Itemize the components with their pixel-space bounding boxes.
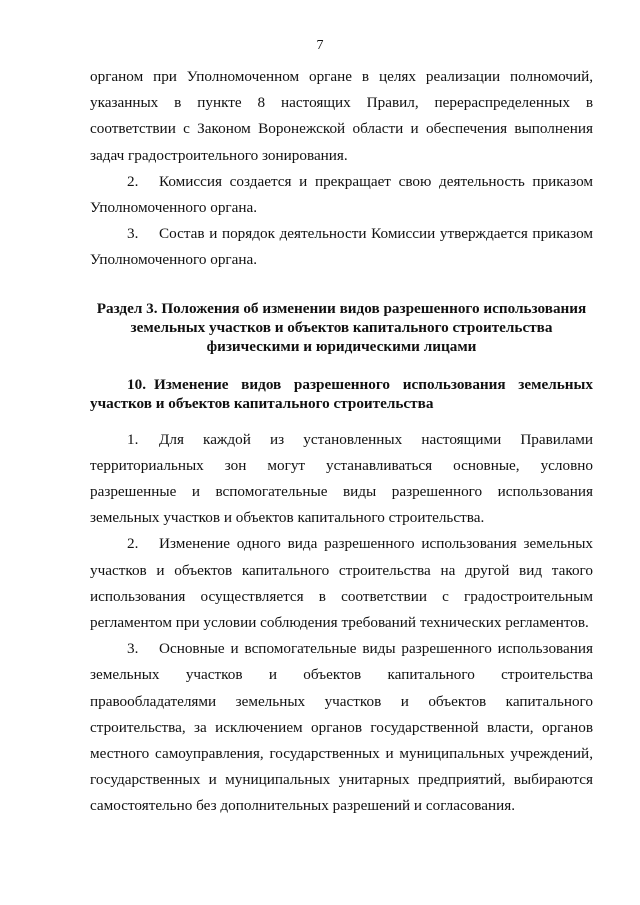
paragraph-number: 1. <box>127 430 139 448</box>
article-number: 10. <box>127 375 146 393</box>
paragraph-number: 3. <box>127 640 139 658</box>
paragraph-text: Комиссия создается и прекращает свою деятельность приказом Уполномоченного органа. <box>90 172 593 217</box>
article-paragraph-2 <box>90 531 593 636</box>
page-number: 7 <box>316 38 324 53</box>
paragraph-text: Основные и вспомогательные виды разрешенного использования земельных участков и объектов капитального строительства правообладателями земельных участков и объектов капитального строительства, за исключением органов государственной власти, органов местного самоуправления, государственных и муниципальных учреждений, государственных и муниципальных унитарных предприятий, выбираются самостоятельно без дополнительных разрешений и согласования. <box>90 640 593 815</box>
article-body <box>90 427 593 820</box>
paragraph-number: 2. <box>127 535 139 553</box>
article-paragraph-3 <box>90 636 593 819</box>
paragraph-item-3 <box>90 221 593 273</box>
paragraph-number: 3. <box>127 225 139 243</box>
paragraph-text: Изменение одного вида разрешенного использования земельных участков и объектов капитального строительства на другой вид такого использования осуществляется в соответствии с градостроительным регламентом при условии соблюдения требований технических регламентов. <box>90 535 593 632</box>
article-heading <box>90 375 593 413</box>
paragraph-text: Состав и порядок деятельности Комиссии утверждается приказом Уполномоченного органа. <box>90 225 593 269</box>
article-title: Изменение видов разрешенного использования земельных участков и объектов капитального строительства <box>90 375 593 412</box>
paragraph-continuation <box>90 64 593 169</box>
paragraph-item-2 <box>90 169 593 221</box>
document-body <box>90 64 593 820</box>
paragraph-text: органом при Уполномоченном органе в целях реализации полномочий, указанных в пункте 8 настоящих Правил, перераспределенных в соответствии с Законом Воронежской области и обеспечения выполнения задач градостроительного зонирования. <box>90 68 593 164</box>
paragraph-text: Для каждой из установленных настоящими Правилами территориальных зон могут устанавливаться основные, условно разрешенные и вспомогательные виды разрешенного использования земельных участков и объектов капитального строительства. <box>90 430 593 527</box>
article-paragraph-1 <box>90 427 593 532</box>
section-heading: Раздел 3. Положения об изменении видов разрешенного использования земельных участков и объектов капитального строительства физическими и юридическими лицами <box>96 299 587 355</box>
paragraph-number: 2. <box>127 172 139 190</box>
